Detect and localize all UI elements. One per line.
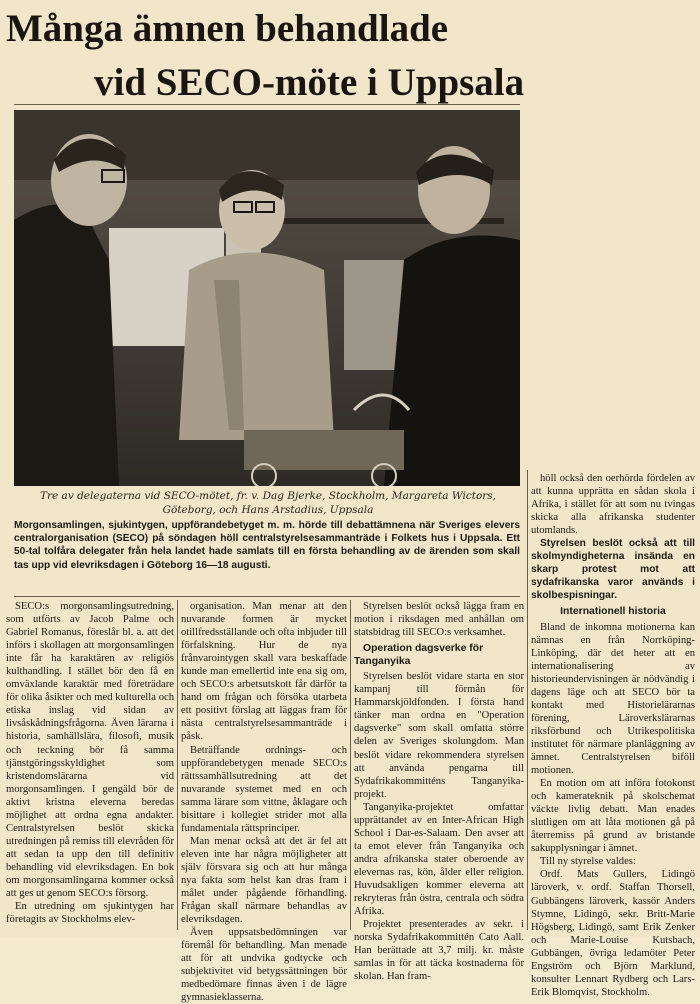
news-photo bbox=[14, 110, 520, 486]
col3-paragraph: Styrelsen beslöt vidare starta en stor kampanj till förmån för Hammarskjöldfonden. I första hand tänker man ordna en "Operation dagsverke" som skall omfatta större delen av Sveriges skolungdom. Man beslöt vidare rekommendera styrelsen att använda pengarna till Sydafrikakommitténs Tanganyika-projekt. bbox=[354, 671, 524, 800]
col1-paragraph: SECO:s morgonsamlingsutredning, som utförts av Jacob Palme och Gabriel Romanus, föreslår bl. a. att det införs i skollagen att morgonsamlingen inte får ha karaktären av religiös kulthandling. I stället bör den få en omväxlande karaktär med företrädare för olika åsikter och med kulturella och etiska inslag vid sidan av livsåskådningsfrågorna. Även lärarna i historia, samhällslära, filosofi, musik och teckning bör få samma tjänstgöringsskyldighet som kristendomslärarna vid morgonsamlingen. I gengäld bör de aktivt kristna eleverna beredas möjlighet att ordna egna andakter. Centralstyrelsen beslöt skicka utredningen på remiss till elevråden för att sedan ta upp den till definitiv behandling vid elevriksdagen. En bok om morgonsamlingarna kommer också att ges ut genom SECO:s försorg. bbox=[6, 601, 174, 900]
column-3 bbox=[354, 600, 524, 983]
col4-subheading: Internationell historia bbox=[560, 606, 666, 618]
col4-paragraph: Bland de inkomna motionerna kan nämnas en från Norrköping-Linköping, där det heter att en internationalisering av historieundervisningen är nödvändig i dagens läge och att SECO bör ta kontakt med Historielärarnas förening, Läroverkslärarnas riksförbund och Utrikespolitiska institutet för närmare planläggning av ämnet. Centralstyrelsen biföll motionen. bbox=[531, 621, 695, 777]
headline bbox=[4, 2, 544, 110]
col3-paragraph: Styrelsen beslöt också lägga fram en motion i riksdagen med anhållan om statsbidrag till SECO:s verksamhet. bbox=[354, 601, 524, 639]
col2-paragraph: Man menar också att det är fel att eleven inte har några möjligheter att själv försvara sig och att hur många nya fakta som helst kan dras fram i målet under pågående förhandling. Frågan skall närmare behandlas av elevriksdagen. bbox=[181, 835, 347, 926]
lede-divider bbox=[14, 596, 520, 597]
col2-paragraph: organisation. Man menar att den nuvarande formen är mycket otillfredsställande och ofta inbjuder till förfalskning. Hur de nya frånvarointygen skall vara beskaffade kunde man emellertid inte ena sig om, och SECO:s arbetsutskott får därför ta hand om frågan och försöka utarbeta ett positivt förslag att läggas fram för nästa centralstyrelsesammanträde i påsk. bbox=[181, 601, 347, 743]
col4-paragraph: En motion om att införa fotokonst och kamerateknik på skolschemat väckte livlig debatt. Man enades slutligen om att låta motionen gå på återremiss på grund av bristande sakupplysningar i ämnet. bbox=[531, 778, 695, 855]
headline-line-1: Många ämnen behandlade bbox=[6, 7, 449, 50]
headline-divider bbox=[14, 104, 520, 105]
col4-paragraph: Ordf. Mats Gullers, Lidingö läroverk, v. ordf. Staffan Thorsell, Gubbängens läroverk, kassör Anders Stymne, Lidingö, sekr. Britt-Marie Högsberg, Lidingö, samt Erik Zenker och Marie-Louise Kutsbach, Gubbängen, övriga ledamöter Peter Engström och Björn Marklund, konsulter Lennart Rydberg och Lars-Erik Blomqvist, Stockholm. bbox=[531, 869, 695, 998]
col1-paragraph: En utredning om sjukintygen har företagits av Stockholms elev- bbox=[6, 901, 174, 926]
col2-paragraph: Beträffande ordnings- och uppförandebetygen menade SECO:s rättssamhällsutredning att det nuvarande systemet med en och samma lärare som vittne, åklagare och bisittare i kollegiet strider mot alla fundamentala rättsprinciper. bbox=[181, 744, 347, 834]
column-1 bbox=[6, 600, 174, 926]
col4-bold-paragraph: Styrelsen beslöt också att till skolmyndigheterna insända en skarp protest mot att sydafrikanska varor används i skolbespisningar. bbox=[531, 538, 695, 602]
column-divider bbox=[350, 600, 351, 930]
col3-paragraph: Tanganyika-projektet omfattar upprättandet av en Inter-African High School i Dar-es-Salaam. Den avser att ta emot elever från Tanganyika och andra afrikanska stater oberoende av elevernas ras, kön, ålder eller religion. Huvudsakligen kommer eleverna att rekryteras från östra, centrala och södra Afrika. bbox=[354, 801, 524, 918]
lede-paragraph: Morgonsamlingen, sjukintygen, uppförandebetyget m. m. hörde till debattämnena när Sveriges elevers centralorganisation (SECO) på söndagen höll centralstyrelsesammanträde i Folkets hus i Uppsala. Ett 50-tal tolfåra delegater från hela landet hade samlats till en första behandling av de ärenden som skall tas upp vid elevriksdagen i Göteborg 16—18 augusti. bbox=[14, 520, 520, 571]
col2-paragraph: Även uppsatsbedömningen var föremål för behandling. Man menade att för att undvika godtycke och subjektivitet vid betygssättningen bör medbedömare finnas även i de lägre gymnasieklasserna. bbox=[181, 927, 347, 1004]
col4-paragraph: Till ny styrelse valdes: bbox=[540, 856, 636, 868]
col4-paragraph: höll också den oerhörda fördelen av att kunna upprätta en sådan skola i Afrika, i stället för att som nu tvingas skicka alla afrikanska studenter utomlands. bbox=[531, 473, 695, 537]
column-4 bbox=[531, 472, 695, 999]
photo-caption: Tre av delegaterna vid SECO-mötet, fr. v. Dag Bjerke, Stockholm, Margareta Wictors, Göteborg, och Hans Arstadius, Uppsala bbox=[39, 490, 497, 516]
col3-paragraph: Projektet presenterades av sekr. i norska Sydafrikakommittén Cato Aall. Han berättade att 3,7 milj. kr. måste samlas in för att täcka kostnaderna för skolan. Han fram- bbox=[354, 919, 524, 983]
column-2 bbox=[181, 600, 347, 1004]
column-divider bbox=[527, 470, 528, 930]
col3-subheading: Operation dagsverke för Tanganyika bbox=[354, 643, 484, 668]
headline-line-2: vid SECO-möte i Uppsala bbox=[94, 61, 525, 104]
column-divider bbox=[177, 600, 178, 930]
